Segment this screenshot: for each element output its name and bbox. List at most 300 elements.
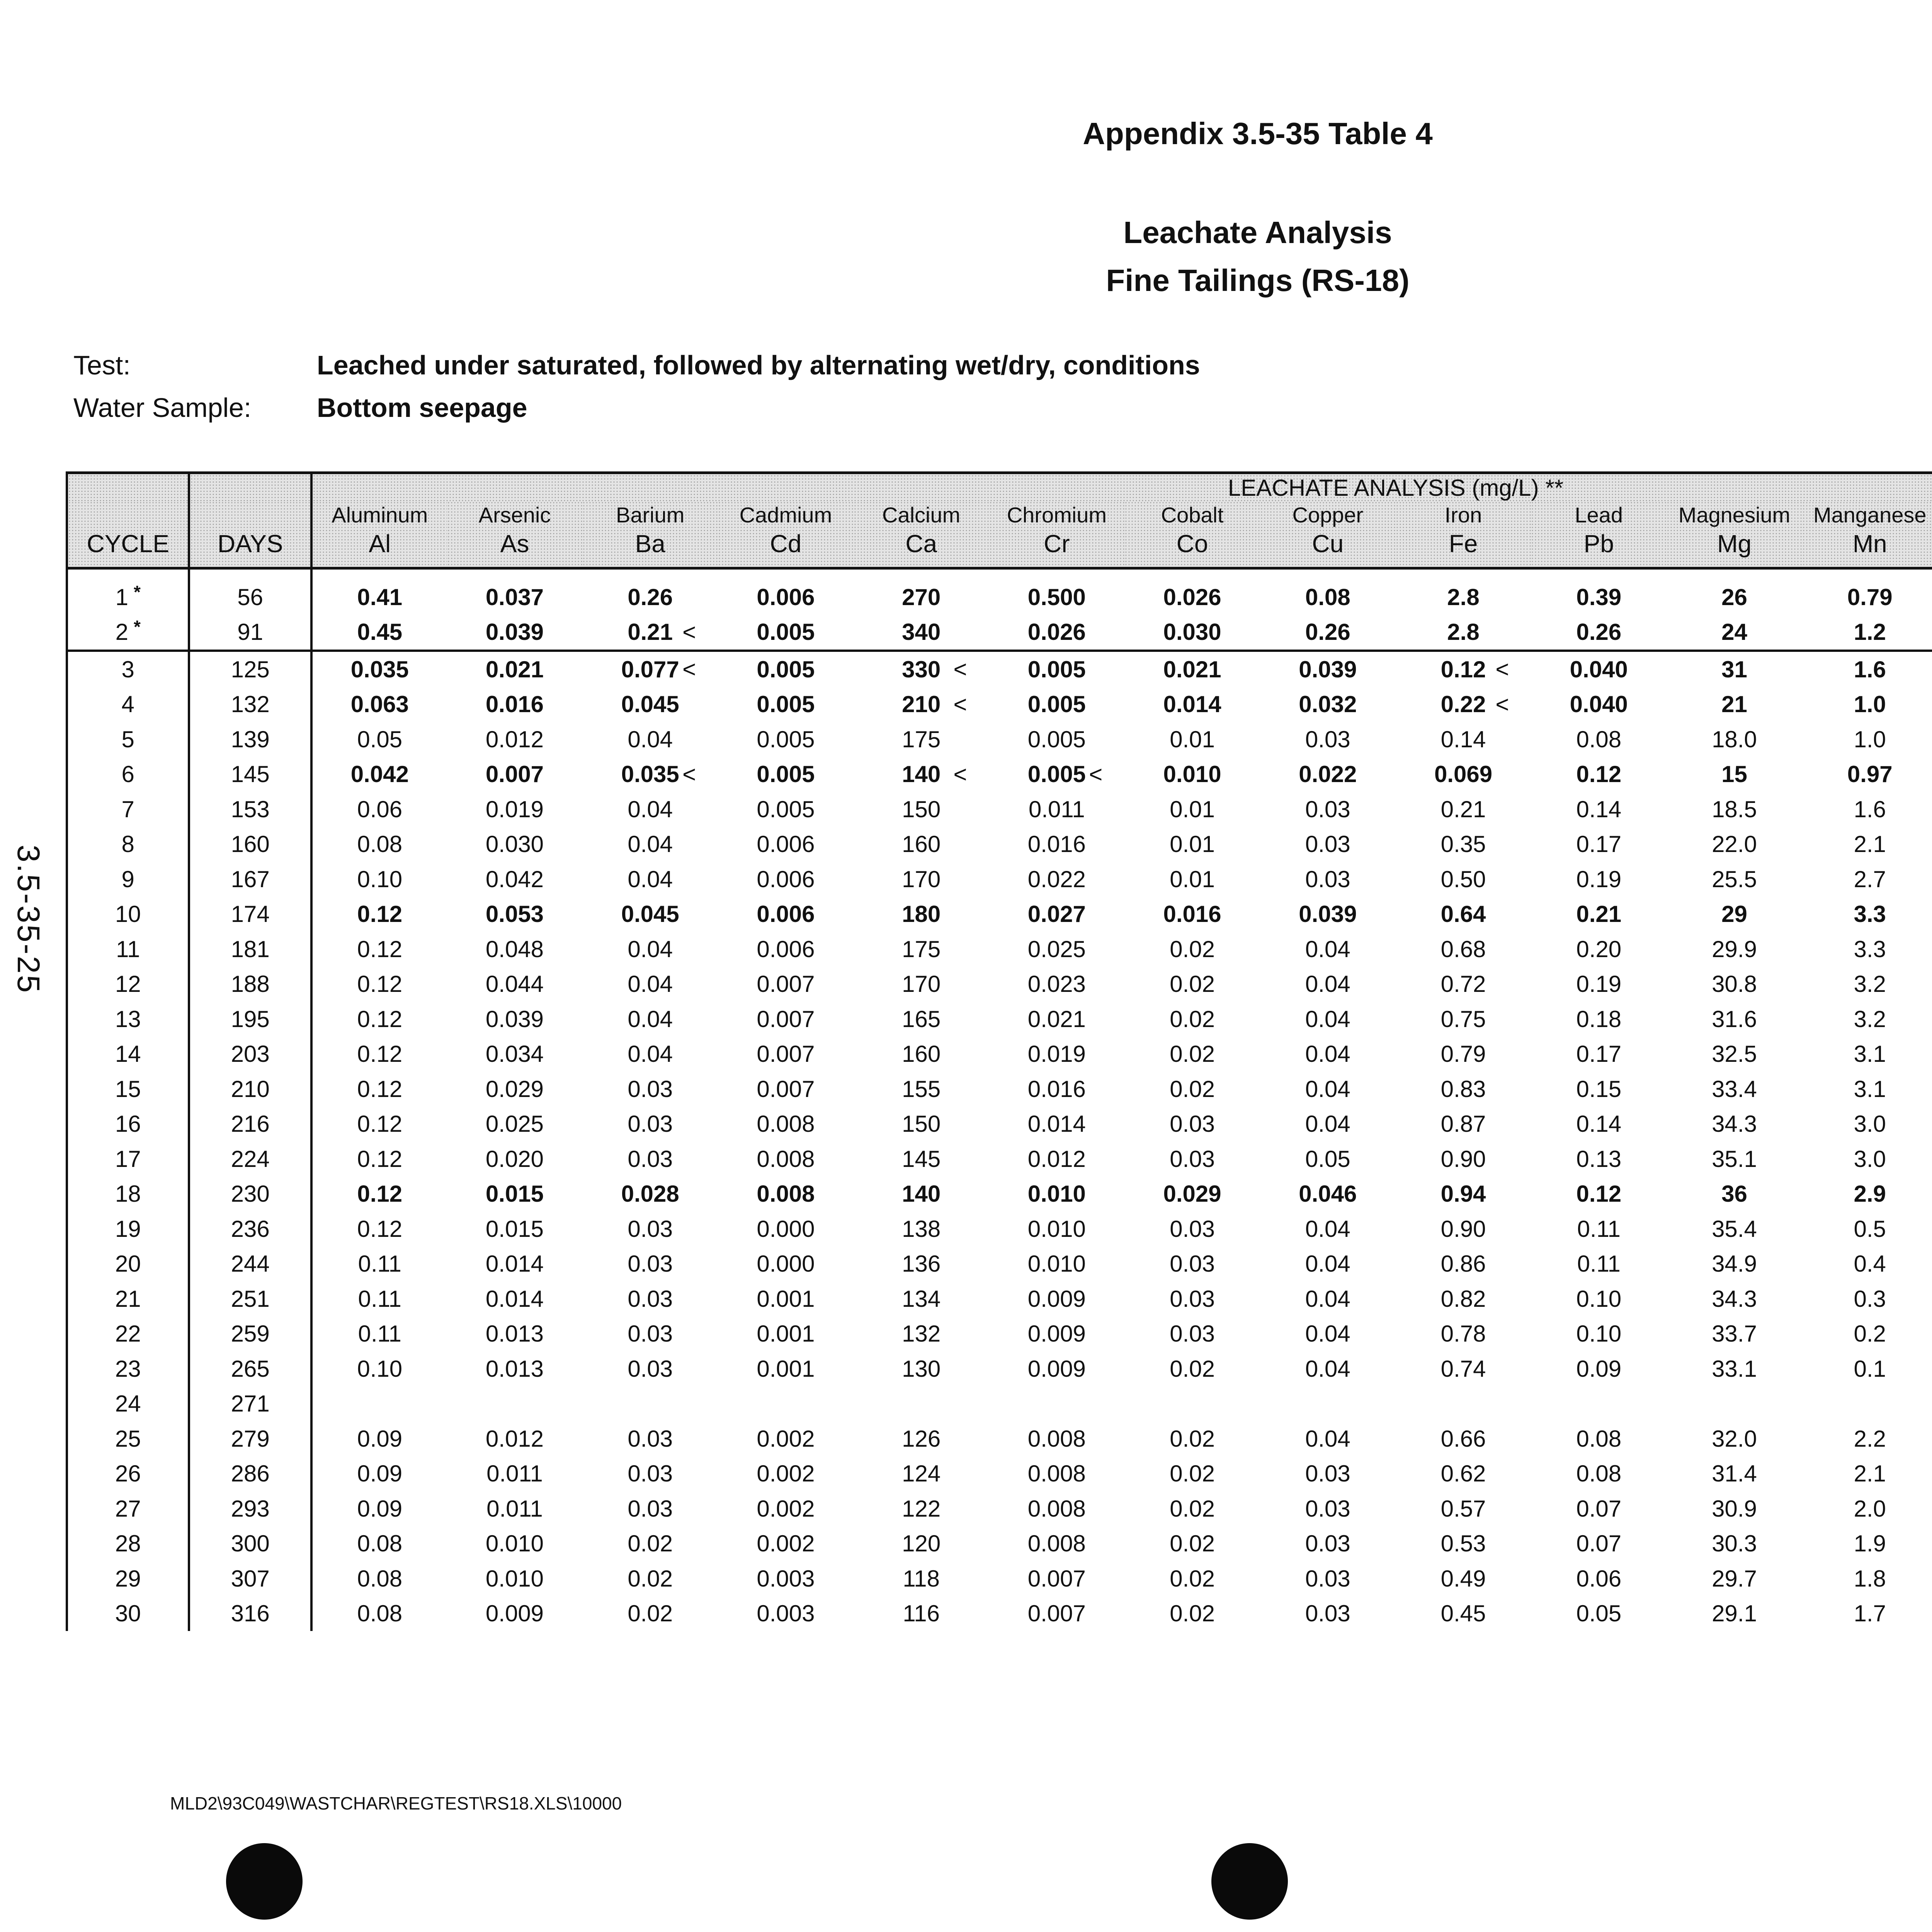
days-cell: 160 bbox=[189, 827, 311, 862]
value-cell: 0.02 bbox=[1170, 971, 1215, 997]
table-row bbox=[67, 1177, 1932, 1212]
value-cell: 0.02 bbox=[628, 1600, 673, 1627]
value-cell: 3.3 bbox=[1854, 936, 1886, 962]
value-cell: 0.021 bbox=[1163, 656, 1221, 682]
value-cell: 0.03 bbox=[1170, 1216, 1215, 1242]
value-cell: 24 bbox=[1667, 615, 1802, 651]
value-cell: 0.08 bbox=[1576, 726, 1622, 752]
value-cell: 0.007 bbox=[1027, 1600, 1086, 1627]
value-cell: 2.1 bbox=[1854, 831, 1886, 857]
value-cell: 0.12 bbox=[357, 901, 403, 927]
table-body bbox=[67, 568, 1932, 1631]
value-cell: 0.029 bbox=[485, 1076, 544, 1102]
value-cell: 0.005 bbox=[1027, 726, 1086, 752]
value-cell: 0.015 bbox=[485, 1216, 544, 1242]
value-cell: 210 bbox=[902, 691, 941, 718]
value-cell: 0.12 bbox=[357, 1041, 403, 1067]
value-cell: 0.03 bbox=[1305, 1565, 1350, 1592]
value-cell: 35.1 bbox=[1712, 1146, 1757, 1172]
table-row bbox=[67, 792, 1932, 827]
value-cell: 0.79 bbox=[1847, 584, 1893, 610]
value-cell: 0.07 bbox=[1576, 1495, 1622, 1522]
value-cell: 0.007 bbox=[485, 761, 544, 787]
subtitle-line-1: Leachate Analysis bbox=[1123, 215, 1392, 250]
value-cell: 0.04 bbox=[1305, 1216, 1350, 1242]
element-symbol: Ca bbox=[905, 530, 937, 558]
value-cell: 0.009 bbox=[485, 1600, 544, 1627]
value-cell: 0.053 bbox=[485, 901, 544, 927]
value-cell: 160 bbox=[902, 831, 941, 857]
value-cell: 0.12 bbox=[357, 1181, 403, 1207]
value-cell: 0.06 bbox=[357, 796, 403, 822]
subtitle-line-2: Fine Tailings (RS-18) bbox=[1106, 263, 1410, 298]
element-column-header bbox=[311, 501, 447, 568]
value-cell: 0.005 < bbox=[953, 691, 1086, 718]
value-cell: 0.001 bbox=[757, 1286, 815, 1312]
value-cell: 0.011 bbox=[486, 1495, 543, 1522]
value-cell: 0.013 bbox=[485, 1321, 544, 1347]
value-cell: 0.12 bbox=[357, 1111, 403, 1137]
value-cell: 0.011 bbox=[1029, 796, 1085, 822]
value-cell: 0.17 bbox=[1576, 831, 1622, 857]
value-cell: 0.08 bbox=[1576, 1461, 1622, 1487]
value-cell: 0.006 bbox=[757, 831, 815, 857]
value-cell: 0.044 bbox=[485, 971, 544, 997]
value-cell: 0.04 bbox=[1305, 1006, 1350, 1032]
value-cell: 0.94 bbox=[1440, 1181, 1486, 1207]
water-sample-value: Bottom seepage bbox=[317, 393, 527, 423]
table-row bbox=[67, 1211, 1932, 1247]
less-than-qualifier: < bbox=[1495, 691, 1509, 718]
value-cell: 0.008 bbox=[1027, 1495, 1086, 1522]
value-cell: 0.18 bbox=[1576, 1006, 1622, 1032]
value-cell: 2.7 bbox=[1854, 866, 1886, 892]
value-cell: 0.006 bbox=[757, 936, 815, 962]
value-cell: 0.13 bbox=[1576, 1146, 1622, 1172]
value-cell: 0.02 bbox=[1170, 1565, 1215, 1592]
value-cell: 0.12 bbox=[1440, 656, 1486, 682]
value-cell bbox=[447, 1386, 583, 1422]
element-column-header bbox=[1124, 501, 1260, 568]
value-cell bbox=[1124, 1386, 1260, 1422]
value-cell: 0.03 bbox=[628, 1495, 673, 1522]
less-than-qualifier: < bbox=[682, 656, 696, 682]
value-cell: 3.0 bbox=[1854, 1111, 1886, 1137]
value-cell: 0.11 bbox=[358, 1251, 401, 1277]
value-cell: 0.016 bbox=[1027, 1076, 1086, 1102]
value-cell: 0.010 bbox=[1027, 1216, 1086, 1242]
value-cell: 0.90 bbox=[1440, 1146, 1486, 1172]
table-row bbox=[67, 827, 1932, 862]
value-cell: 15 bbox=[1721, 761, 1747, 787]
value-cell: 0.035 bbox=[621, 761, 679, 787]
element-name: Aluminum bbox=[332, 503, 428, 527]
value-cell: 0.02 bbox=[1170, 1355, 1215, 1382]
cycle-cell: 14 bbox=[67, 1037, 189, 1072]
value-cell: 134 bbox=[902, 1286, 941, 1312]
value-cell: 0.016 bbox=[1163, 901, 1221, 927]
cycle-header-top bbox=[67, 473, 189, 502]
value-cell: 120 bbox=[902, 1531, 941, 1557]
value-cell: 0.026 bbox=[989, 615, 1125, 651]
value-cell: 2.8 bbox=[1396, 615, 1531, 651]
value-cell: 0.007 bbox=[757, 971, 815, 997]
value-cell bbox=[1667, 1386, 1802, 1422]
value-cell: 0.037 bbox=[485, 584, 544, 610]
value-cell: 0.069 bbox=[1434, 761, 1493, 787]
value-cell: 2.2 bbox=[1854, 1425, 1886, 1452]
value-cell: 270 bbox=[902, 584, 941, 610]
days-cell: 125 bbox=[189, 651, 311, 687]
cycle-cell: 17 bbox=[67, 1141, 189, 1177]
value-cell: 33.1 bbox=[1712, 1355, 1757, 1382]
value-cell: 3.1 bbox=[1854, 1041, 1886, 1067]
value-cell bbox=[1531, 1386, 1667, 1422]
value-cell: 0.50 bbox=[1440, 866, 1486, 892]
value-cell: 0.11 bbox=[1577, 1251, 1621, 1277]
leachate-analysis-table bbox=[66, 471, 1932, 1631]
value-cell: 3.3 bbox=[1854, 901, 1886, 927]
value-cell: 0.14 bbox=[1440, 726, 1486, 752]
days-cell: 265 bbox=[189, 1351, 311, 1386]
value-cell: 150 bbox=[902, 796, 941, 822]
binder-hole-left bbox=[226, 1843, 303, 1920]
value-cell: 0.08 bbox=[357, 1531, 403, 1557]
cycle-column-header: CYCLE bbox=[67, 501, 189, 568]
cycle-cell: 20 bbox=[67, 1247, 189, 1282]
value-cell: 0.35 bbox=[1440, 831, 1486, 857]
value-cell: 0.03 bbox=[1305, 1600, 1350, 1627]
element-column-header bbox=[1802, 501, 1932, 568]
value-cell: 0.040 < bbox=[1495, 656, 1628, 682]
value-cell: 18.0 bbox=[1712, 726, 1757, 752]
element-name: Magnesium bbox=[1678, 503, 1791, 527]
days-cell: 293 bbox=[189, 1491, 311, 1526]
value-cell: 0.009 bbox=[1027, 1286, 1086, 1312]
days-cell: 307 bbox=[189, 1561, 311, 1596]
value-cell: 0.68 bbox=[1440, 936, 1486, 962]
value-cell: 0.005 bbox=[757, 691, 815, 718]
less-than-qualifier: < bbox=[682, 761, 696, 787]
value-cell: 0.01 bbox=[1170, 796, 1215, 822]
table-spacer-row bbox=[67, 568, 1932, 580]
value-cell: 1.9 bbox=[1854, 1531, 1886, 1557]
value-cell: 0.006 bbox=[757, 901, 815, 927]
value-cell: 0.04 bbox=[1305, 1355, 1350, 1382]
value-cell: 0.05 bbox=[1576, 1600, 1622, 1627]
value-cell: 0.014 bbox=[1027, 1111, 1086, 1137]
days-cell: 174 bbox=[189, 897, 311, 932]
value-cell: 0.21 bbox=[582, 615, 718, 651]
value-cell: 0.20 bbox=[1576, 936, 1622, 962]
table-row bbox=[67, 1456, 1932, 1492]
value-cell: 0.013 bbox=[485, 1355, 544, 1382]
value-cell: 0.1 bbox=[1854, 1355, 1886, 1382]
cycle-cell: 19 bbox=[67, 1211, 189, 1247]
value-cell: 0.08 bbox=[357, 1600, 403, 1627]
days-cell: 230 bbox=[189, 1177, 311, 1212]
value-cell: 0.90 bbox=[1440, 1216, 1486, 1242]
days-cell: 195 bbox=[189, 1002, 311, 1037]
value-cell: 0.011 bbox=[486, 1461, 543, 1487]
test-label: Test: bbox=[73, 350, 131, 380]
value-cell: 0.04 bbox=[628, 831, 673, 857]
value-cell: 0.006 bbox=[757, 866, 815, 892]
cycle-cell: 5 bbox=[67, 722, 189, 757]
element-name: Barium bbox=[616, 503, 685, 527]
value-cell: 0.015 bbox=[485, 1181, 544, 1207]
value-cell: 140 bbox=[902, 1181, 941, 1207]
value-cell: 0.000 bbox=[757, 1251, 815, 1277]
value-cell bbox=[1396, 1386, 1531, 1422]
element-name: Cobalt bbox=[1161, 503, 1224, 527]
value-cell: 33.4 bbox=[1712, 1076, 1757, 1102]
value-cell: 31.4 bbox=[1712, 1461, 1757, 1487]
value-cell: 0.21 bbox=[1440, 796, 1486, 822]
value-cell: 170 bbox=[902, 866, 941, 892]
value-cell: 145 bbox=[902, 1146, 941, 1172]
value-cell: 330 bbox=[902, 656, 941, 682]
value-cell: 0.030 bbox=[1124, 615, 1260, 651]
table-row bbox=[67, 1421, 1932, 1456]
value-cell: 0.03 bbox=[1170, 1251, 1215, 1277]
value-cell: 0.039 bbox=[1299, 656, 1357, 682]
element-symbol: Cu bbox=[1312, 530, 1344, 558]
days-cell: 316 bbox=[189, 1596, 311, 1631]
value-cell: 0.3 bbox=[1854, 1286, 1886, 1312]
value-cell: 0.02 bbox=[628, 1531, 673, 1557]
value-cell: 0.08 bbox=[357, 1565, 403, 1592]
days-column-header: DAYS bbox=[189, 501, 311, 568]
value-cell: 0.05 bbox=[1305, 1146, 1350, 1172]
value-cell: 0.042 bbox=[350, 761, 409, 787]
value-cell: 0.75 bbox=[1440, 1006, 1486, 1032]
value-cell: 30.8 bbox=[1712, 971, 1757, 997]
value-cell: 0.012 bbox=[485, 726, 544, 752]
value-cell: 0.21 bbox=[1576, 901, 1622, 927]
cycle-cell: 10 bbox=[67, 897, 189, 932]
value-cell: 32.5 bbox=[1712, 1041, 1757, 1067]
value-cell: 3.2 bbox=[1854, 971, 1886, 997]
element-symbol: Al bbox=[369, 530, 391, 558]
table-row bbox=[67, 1247, 1932, 1282]
table-row bbox=[67, 615, 1932, 651]
cycle-cell: 1 * bbox=[67, 580, 189, 615]
less-than-qualifier: < bbox=[953, 656, 967, 682]
value-cell: 0.11 bbox=[1577, 1216, 1621, 1242]
value-cell bbox=[1802, 1386, 1932, 1422]
cycle-cell: 25 bbox=[67, 1421, 189, 1456]
element-symbol: Ba bbox=[635, 530, 665, 558]
value-cell: 0.04 bbox=[1305, 1425, 1350, 1452]
value-cell: 0.03 bbox=[1170, 1286, 1215, 1312]
value-cell: 0.03 bbox=[628, 1216, 673, 1242]
value-cell: 0.03 bbox=[628, 1321, 673, 1347]
days-cell: 216 bbox=[189, 1107, 311, 1142]
value-cell: 0.03 bbox=[1170, 1321, 1215, 1347]
table-column-header-row bbox=[67, 501, 1932, 568]
value-cell: 0.82 bbox=[1440, 1286, 1486, 1312]
value-cell: 0.001 bbox=[757, 1355, 815, 1382]
cycle-cell: 7 bbox=[67, 792, 189, 827]
value-cell: 0.03 bbox=[628, 1076, 673, 1102]
cycle-cell: 3 bbox=[67, 651, 189, 687]
value-cell: 0.03 bbox=[628, 1425, 673, 1452]
value-cell: 34.9 bbox=[1712, 1251, 1757, 1277]
less-than-qualifier: < bbox=[1089, 761, 1103, 787]
value-cell: 0.12 bbox=[357, 1146, 403, 1172]
value-cell: 0.09 bbox=[357, 1461, 403, 1487]
element-symbol: Fe bbox=[1449, 530, 1478, 558]
value-cell: 0.19 bbox=[1576, 971, 1622, 997]
value-cell: 0.014 bbox=[485, 1286, 544, 1312]
value-cell: 3.0 bbox=[1854, 1146, 1886, 1172]
value-cell: 35.4 bbox=[1712, 1216, 1757, 1242]
value-cell: 0.02 bbox=[1170, 1006, 1215, 1032]
value-cell: 0.03 bbox=[628, 1146, 673, 1172]
cycle-cell: 8 bbox=[67, 827, 189, 862]
table-row bbox=[67, 1281, 1932, 1316]
value-cell: 0.03 bbox=[1170, 1111, 1215, 1137]
table-row bbox=[67, 1491, 1932, 1526]
value-cell: 33.7 bbox=[1712, 1321, 1757, 1347]
value-cell: 0.5 bbox=[1854, 1216, 1886, 1242]
value-cell: 0.005 < bbox=[682, 656, 815, 682]
value-cell: 0.02 bbox=[1170, 1495, 1215, 1522]
value-cell bbox=[718, 1386, 854, 1422]
cycle-cell: 28 bbox=[67, 1526, 189, 1561]
water-sample-label: Water Sample: bbox=[73, 393, 252, 423]
value-cell: 0.039 bbox=[1299, 901, 1357, 927]
value-cell: 0.19 bbox=[1576, 866, 1622, 892]
value-cell: 0.008 bbox=[757, 1111, 815, 1137]
cycle-cell: 15 bbox=[67, 1071, 189, 1107]
value-cell: 0.019 bbox=[485, 796, 544, 822]
value-cell: 0.007 bbox=[1027, 1565, 1086, 1592]
value-cell: 126 bbox=[902, 1425, 941, 1452]
value-cell: 1.8 bbox=[1854, 1565, 1886, 1592]
leachate-table-container bbox=[66, 471, 1932, 1631]
value-cell: 0.04 bbox=[1305, 1076, 1350, 1102]
value-cell: 180 bbox=[902, 901, 941, 927]
value-cell: 0.01 bbox=[1170, 866, 1215, 892]
value-cell: 0.03 bbox=[1305, 796, 1350, 822]
days-cell: 91 bbox=[189, 615, 311, 651]
value-cell: 0.03 bbox=[1305, 1461, 1350, 1487]
value-cell: 0.02 bbox=[1170, 1041, 1215, 1067]
value-cell: 0.500 bbox=[1027, 584, 1086, 610]
value-cell: 0.008 bbox=[1027, 1531, 1086, 1557]
value-cell: 0.023 bbox=[1027, 971, 1086, 997]
value-cell: 2.0 bbox=[1854, 1495, 1886, 1522]
value-cell: 0.02 bbox=[628, 1565, 673, 1592]
table-row bbox=[67, 1002, 1932, 1037]
value-cell: 31 bbox=[1721, 656, 1747, 682]
page-subtitle bbox=[0, 209, 1932, 304]
value-cell: 0.005 bbox=[757, 726, 815, 752]
element-name: Cadmium bbox=[739, 503, 832, 527]
cycle-cell: 27 bbox=[67, 1491, 189, 1526]
value-cell: 31.6 bbox=[1712, 1006, 1757, 1032]
value-cell: 0.08 bbox=[1576, 1425, 1622, 1452]
value-cell: 3.2 bbox=[1854, 1006, 1886, 1032]
value-cell: 0.042 bbox=[485, 866, 544, 892]
value-cell: 0.01 bbox=[1170, 831, 1215, 857]
value-cell: 1.0 bbox=[1854, 726, 1886, 752]
value-cell: 0.53 bbox=[1440, 1531, 1486, 1557]
value-cell: 1.6 bbox=[1854, 796, 1886, 822]
table-row bbox=[67, 967, 1932, 1002]
days-cell: 236 bbox=[189, 1211, 311, 1247]
value-cell: 0.02 bbox=[1170, 1600, 1215, 1627]
value-cell: 0.10 bbox=[1576, 1286, 1622, 1312]
value-cell: 0.04 bbox=[628, 1006, 673, 1032]
element-column-header bbox=[1260, 501, 1396, 568]
value-cell: 0.04 bbox=[628, 936, 673, 962]
value-cell: 1.7 bbox=[1854, 1600, 1886, 1627]
value-cell: 1.2 bbox=[1802, 615, 1932, 651]
test-value: Leached under saturated, followed by alternating wet/dry, conditions bbox=[317, 350, 1200, 380]
days-cell: 279 bbox=[189, 1421, 311, 1456]
value-cell: 26 bbox=[1721, 584, 1747, 610]
value-cell: 2.1 bbox=[1854, 1461, 1886, 1487]
value-cell: 0.021 bbox=[1027, 1006, 1086, 1032]
value-cell: 0.04 bbox=[1305, 1111, 1350, 1137]
table-row bbox=[67, 1316, 1932, 1352]
table-group-header-row bbox=[67, 473, 1932, 502]
value-cell: 0.04 bbox=[1305, 1286, 1350, 1312]
value-cell: 1.0 bbox=[1854, 691, 1886, 718]
table-row bbox=[67, 862, 1932, 897]
value-cell: 0.032 bbox=[1299, 691, 1357, 718]
value-cell: 0.26 bbox=[1260, 615, 1396, 651]
less-than-qualifier: < bbox=[953, 691, 967, 718]
value-cell: 0.86 bbox=[1440, 1251, 1486, 1277]
value-cell: 0.04 bbox=[628, 796, 673, 822]
value-cell: 0.010 bbox=[485, 1531, 544, 1557]
value-cell: 0.03 bbox=[1305, 726, 1350, 752]
value-cell: 0.03 bbox=[628, 1111, 673, 1137]
value-cell: 0.10 bbox=[357, 1355, 403, 1382]
value-cell: 124 bbox=[902, 1461, 941, 1487]
value-cell: 0.4 bbox=[1854, 1251, 1886, 1277]
value-cell: 0.005 < bbox=[953, 656, 1086, 682]
element-symbol: Co bbox=[1176, 530, 1208, 558]
value-cell: 0.008 bbox=[1027, 1425, 1086, 1452]
page-number-vertical: 3.5-35-25 bbox=[11, 845, 46, 995]
value-cell: 0.016 bbox=[1027, 831, 1086, 857]
days-cell: 286 bbox=[189, 1456, 311, 1492]
value-cell: 0.74 bbox=[1440, 1355, 1486, 1382]
value-cell: 0.09 bbox=[357, 1495, 403, 1522]
value-cell: 0.02 bbox=[1170, 936, 1215, 962]
value-cell: 0.035 bbox=[350, 656, 409, 682]
value-cell: 0.002 bbox=[757, 1461, 815, 1487]
value-cell: 0.79 bbox=[1440, 1041, 1486, 1067]
value-cell: 0.025 bbox=[1027, 936, 1086, 962]
table-row bbox=[67, 1526, 1932, 1561]
table-row bbox=[67, 1351, 1932, 1386]
value-cell: 34.3 bbox=[1712, 1111, 1757, 1137]
value-cell: 2.8 bbox=[1447, 584, 1480, 610]
value-cell: 0.022 bbox=[1299, 761, 1357, 787]
value-cell: 0.12 bbox=[1576, 1181, 1622, 1207]
value-cell: 0.03 bbox=[628, 1355, 673, 1382]
cycle-cell: 18 bbox=[67, 1177, 189, 1212]
value-cell: 30.3 bbox=[1712, 1531, 1757, 1557]
value-cell: 0.003 bbox=[757, 1565, 815, 1592]
cycle-cell: 26 bbox=[67, 1456, 189, 1492]
